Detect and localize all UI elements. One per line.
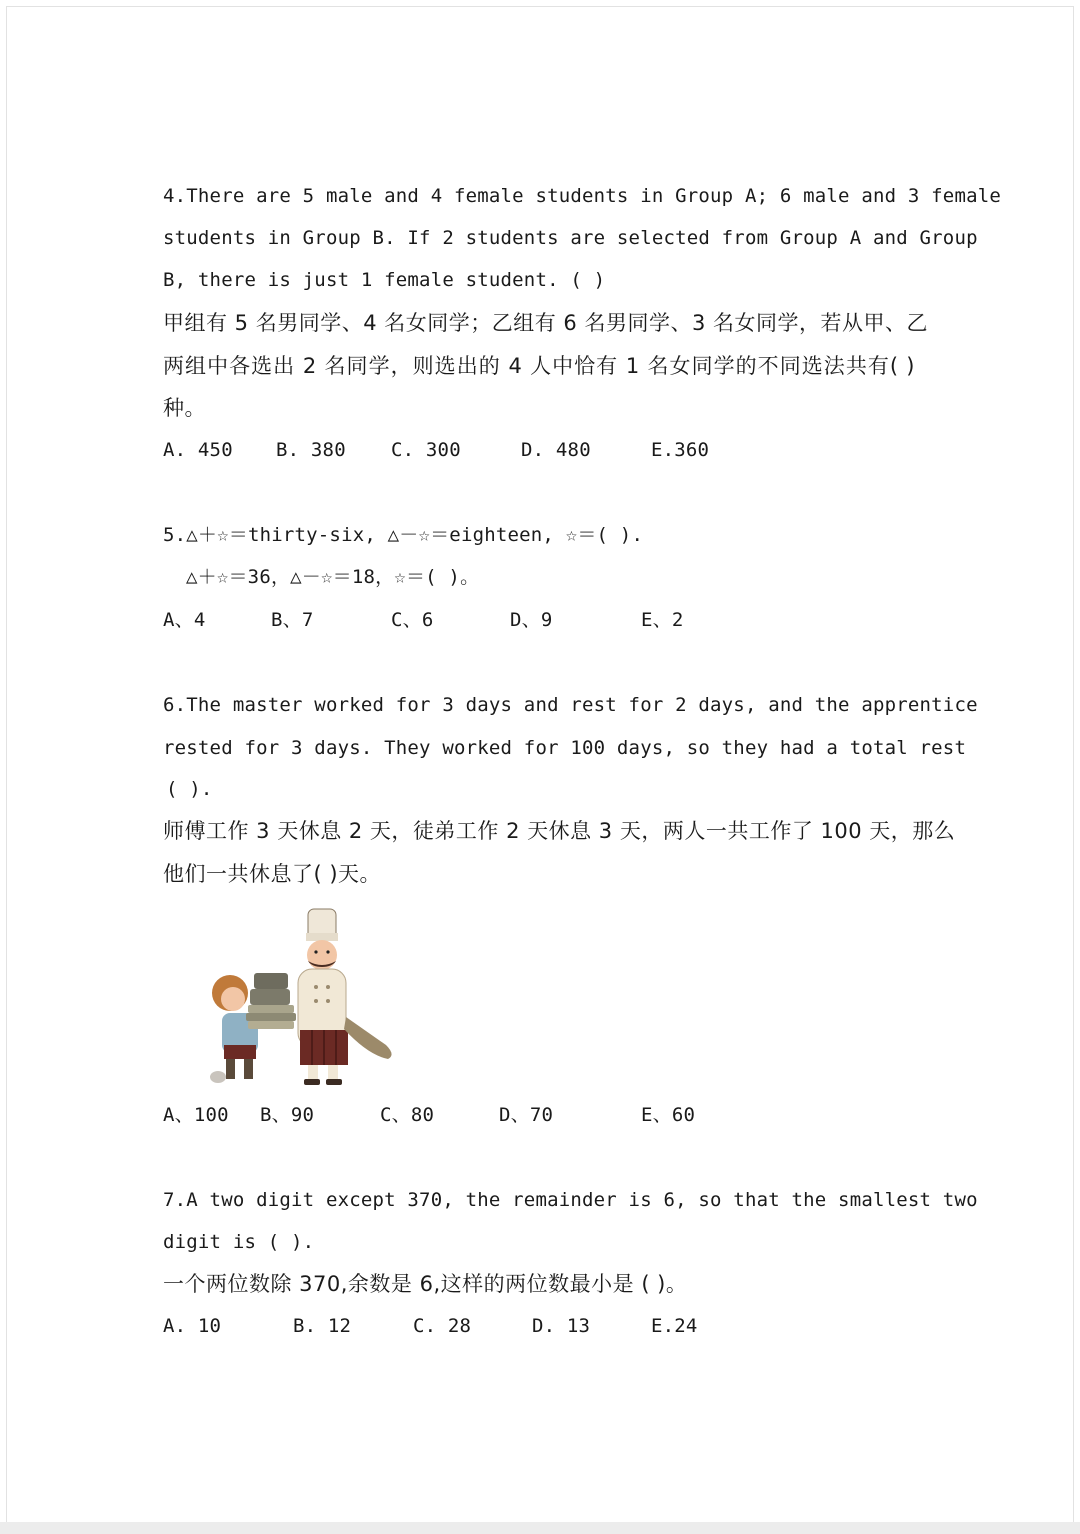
q6-option-a: A、100 (163, 1104, 229, 1126)
q7-cn-line-1: 一个两位数除 370,余数是 6,这样的两位数最小是 ( )。 (163, 1272, 688, 1296)
q6-cn-line-2: 他们一共休息了( )天。 (163, 862, 382, 886)
q5-option-b: B、7 (271, 609, 314, 631)
q7-option-b: B. 12 (293, 1315, 352, 1337)
q4-en-line-3: B, there is just 1 female student. ( ) (163, 269, 606, 291)
q6-option-d: D、70 (499, 1104, 554, 1126)
q6-option-b: B、90 (260, 1104, 315, 1126)
q4-option-d: D. 480 (521, 439, 591, 461)
q6-en-line-3: ( ). (166, 778, 213, 800)
q5-option-e: E、2 (641, 609, 684, 631)
q6-option-e: E、60 (641, 1104, 696, 1126)
q7-option-d: D. 13 (532, 1315, 591, 1337)
q5-cn-line-1: △＋☆＝36，△－☆＝18，☆＝( )。 (186, 566, 480, 588)
chef-figure (298, 909, 392, 1085)
q6-en-line-2: rested for 3 days. They worked for 100 days, so they had a total rest (163, 737, 967, 759)
q4-cn-line-1: 甲组有 5 名男同学、4 名女同学；乙组有 6 名男同学、3 名女同学，若从甲、乙 (163, 311, 928, 335)
q4-en-line-2: students in Group B. If 2 students are selected from Group A and Group (163, 227, 978, 249)
q7-en-line-2: digit is ( ). (163, 1231, 315, 1253)
q4-cn-line-2: 两组中各选出 2 名同学，则选出的 4 人中恰有 1 名女同学的不同选法共有( ) (163, 354, 915, 378)
q4-option-b: B. 380 (276, 439, 346, 461)
q4-en-line-1: 4.There are 5 male and 4 female students in Group A; 6 male and 3 female (163, 185, 1002, 207)
q5-en-line-1: 5.△＋☆＝thirty-six, △－☆＝eighteen, ☆＝( ). (163, 524, 644, 546)
q6-option-c: C、80 (380, 1104, 435, 1126)
q7-option-e: E.24 (651, 1315, 698, 1337)
q7-option-c: C. 28 (413, 1315, 472, 1337)
q5-option-a: A、4 (163, 609, 206, 631)
page-bottom-edge (0, 1522, 1080, 1534)
q7-option-a: A. 10 (163, 1315, 222, 1337)
q4-option-e: E.360 (651, 439, 710, 461)
q4-cn-line-3: 种。 (163, 396, 206, 420)
q5-option-d: D、9 (510, 609, 553, 631)
q7-en-line-1: 7.A two digit except 370, the remainder is 6, so that the smallest two (163, 1189, 978, 1211)
q4-option-a: A. 450 (163, 439, 233, 461)
q6-cn-line-1: 师傅工作 3 天休息 2 天，徒弟工作 2 天休息 3 天，两人一共工作了 100 天，那么 (163, 819, 956, 843)
q4-option-c: C. 300 (391, 439, 461, 461)
chef-and-apprentice-illustration (200, 905, 410, 1090)
q6-en-line-1: 6.The master worked for 3 days and rest for 2 days, and the apprentice (163, 694, 978, 716)
apprentice-figure (210, 973, 296, 1083)
q5-option-c: C、6 (391, 609, 434, 631)
